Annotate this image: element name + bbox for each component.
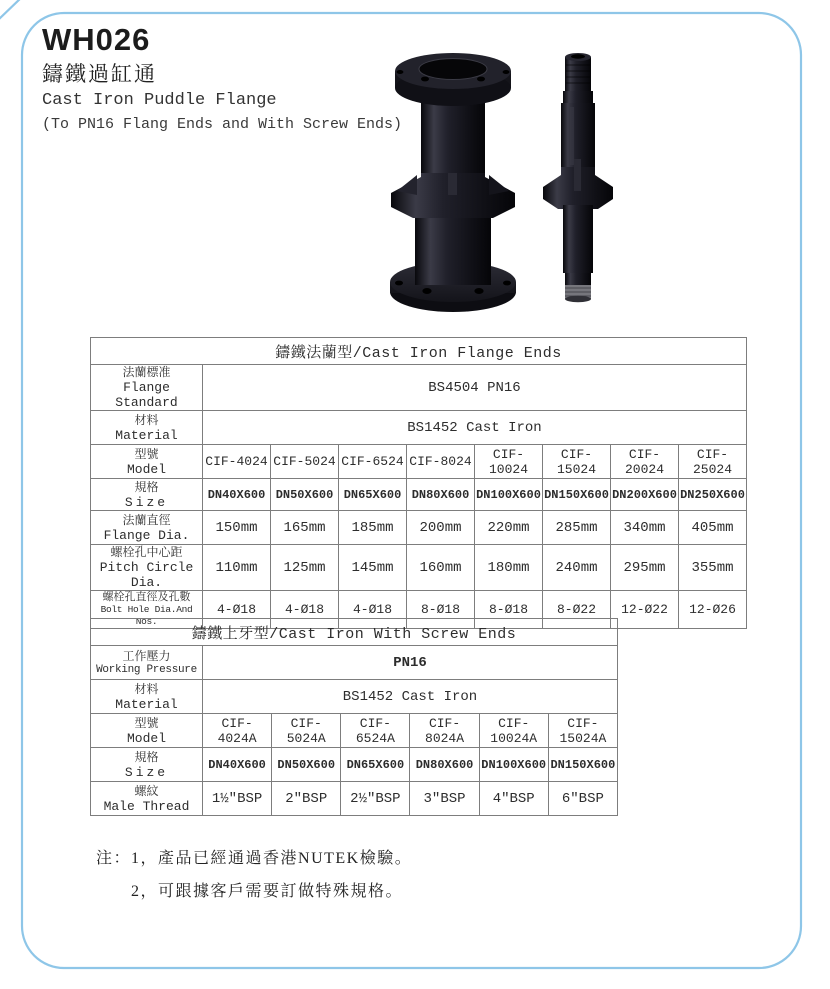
- pitch-circle-cell: 355mm: [679, 545, 747, 591]
- size-cell: DN50X600: [271, 479, 339, 511]
- size-cell: DN100X600: [475, 479, 543, 511]
- table-title: 鑄鐵法蘭型/Cast Iron Flange Ends: [91, 338, 747, 365]
- bolt-hole-cell: 12-Ø26: [679, 591, 747, 629]
- bolt-hole-cell: 4-Ø18: [339, 591, 407, 629]
- size-row: [91, 479, 747, 511]
- size-cell: DN50X600: [272, 748, 341, 782]
- row-label-material: 材料 Material: [91, 411, 203, 445]
- pitch-circle-cell: 180mm: [475, 545, 543, 591]
- pitch-circle-cell: 110mm: [203, 545, 271, 591]
- note-line-2: 2，可跟據客戶需要訂做特殊規格。: [131, 883, 404, 900]
- flange-dia-cell: 200mm: [407, 511, 475, 545]
- pitch-circle-row: [91, 545, 747, 591]
- bolt-hole-cell: 12-Ø22: [611, 591, 679, 629]
- product-photos: [383, 45, 633, 315]
- flange-dia-cell: 185mm: [339, 511, 407, 545]
- size-cell: DN200X600: [611, 479, 679, 511]
- pitch-circle-cell: 125mm: [271, 545, 339, 591]
- row-label-flange-dia: 法蘭直徑 Flange Dia.: [91, 511, 203, 545]
- male-thread-cell: 1½″BSP: [203, 782, 272, 816]
- model-cell: CIF-15024: [543, 445, 611, 479]
- male-thread-cell: 3″BSP: [410, 782, 479, 816]
- product-subtitle: (To PN16 Flang Ends and With Screw Ends): [42, 116, 403, 133]
- row-label-model: 型號 Model: [91, 714, 203, 748]
- size-cell: DN65X600: [339, 479, 407, 511]
- flange-ends-table-wrap: [90, 337, 747, 629]
- bolt-hole-cell: 8-Ø22: [543, 591, 611, 629]
- model-cell: CIF-15024A: [548, 714, 617, 748]
- flange-dia-cell: 165mm: [271, 511, 339, 545]
- size-cell: DN100X600: [479, 748, 548, 782]
- model-cell: CIF-25024: [679, 445, 747, 479]
- row-label-material: 材料 Material: [91, 680, 203, 714]
- model-cell: CIF-8024: [407, 445, 475, 479]
- row-label-size: 規格 Size: [91, 748, 203, 782]
- row-label-flange-standard: 法蘭標准 Flange Standard: [91, 365, 203, 411]
- flange-dia-row: [91, 511, 747, 545]
- bolt-hole-cell: 4-Ø18: [271, 591, 339, 629]
- flange-dia-cell: 405mm: [679, 511, 747, 545]
- row-label-pitch-circle: 螺栓孔中心距 Pitch Circle Dia.: [91, 545, 203, 591]
- product-code: WH026: [42, 22, 151, 57]
- corner-slash-decoration: [0, 0, 23, 22]
- model-cell: CIF-10024A: [479, 714, 548, 748]
- size-cell: DN40X600: [203, 748, 272, 782]
- screw-ends-table: [90, 618, 618, 816]
- pitch-circle-cell: 295mm: [611, 545, 679, 591]
- model-cell: CIF-20024: [611, 445, 679, 479]
- photo-screw-ends: [543, 53, 613, 302]
- model-cell: CIF-4024A: [203, 714, 272, 748]
- male-thread-cell: 2½″BSP: [341, 782, 410, 816]
- bolt-hole-cell: 4-Ø18: [203, 591, 271, 629]
- note-line-1: 注：1，產品已經通過香港NUTEK檢驗。: [96, 850, 413, 867]
- size-cell: DN65X600: [341, 748, 410, 782]
- flange-dia-cell: 150mm: [203, 511, 271, 545]
- male-thread-cell: 2″BSP: [272, 782, 341, 816]
- size-cell: DN80X600: [407, 479, 475, 511]
- model-cell: CIF-8024A: [410, 714, 479, 748]
- model-cell: CIF-6524A: [341, 714, 410, 748]
- row-label-male-thread: 螺紋 Male Thread: [91, 782, 203, 816]
- row-label-model: 型號 Model: [91, 445, 203, 479]
- bolt-hole-cell: 8-Ø18: [407, 591, 475, 629]
- size-row: [91, 748, 618, 782]
- model-row: [91, 445, 747, 479]
- flange-dia-cell: 220mm: [475, 511, 543, 545]
- product-title-zh: 鑄鐵過缸通: [42, 62, 157, 86]
- model-cell: CIF-5024: [271, 445, 339, 479]
- male-thread-row: [91, 782, 618, 816]
- size-cell: DN150X600: [543, 479, 611, 511]
- model-cell: CIF-10024: [475, 445, 543, 479]
- size-cell: DN150X600: [548, 748, 617, 782]
- material-value: BS1452 Cast Iron: [203, 411, 747, 445]
- row-label-size: 規格 Size: [91, 479, 203, 511]
- size-cell: DN250X600: [679, 479, 747, 511]
- flange-dia-cell: 340mm: [611, 511, 679, 545]
- male-thread-cell: 6″BSP: [548, 782, 617, 816]
- screw-ends-table-wrap: [90, 618, 618, 816]
- pitch-circle-cell: 160mm: [407, 545, 475, 591]
- male-thread-cell: 4″BSP: [479, 782, 548, 816]
- model-cell: CIF-5024A: [272, 714, 341, 748]
- size-cell: DN40X600: [203, 479, 271, 511]
- pitch-circle-cell: 145mm: [339, 545, 407, 591]
- material-value: BS1452 Cast Iron: [203, 680, 618, 714]
- product-title-en: Cast Iron Puddle Flange: [42, 91, 277, 110]
- model-row: [91, 714, 618, 748]
- working-pressure-value: PN16: [203, 646, 618, 680]
- header: [42, 22, 402, 136]
- model-cell: CIF-4024: [203, 445, 271, 479]
- flange-dia-cell: 285mm: [543, 511, 611, 545]
- flange-standard-value: BS4504 PN16: [203, 365, 747, 411]
- row-label-working-pressure: 工作壓力 Working Pressure: [91, 646, 203, 680]
- note-prefix: 注：: [96, 850, 132, 867]
- bolt-hole-cell: 8-Ø18: [475, 591, 543, 629]
- table-title: 鑄鐵上牙型/Cast Iron With Screw Ends: [91, 619, 618, 646]
- size-cell: DN80X600: [410, 748, 479, 782]
- model-cell: CIF-6524: [339, 445, 407, 479]
- flange-ends-table: [90, 337, 747, 629]
- notes: [96, 842, 412, 908]
- pitch-circle-cell: 240mm: [543, 545, 611, 591]
- photo-flange-ends: [390, 53, 516, 312]
- row-label-bolt-hole: 螺栓孔直徑及孔數 Bolt Hole Dia.And Nos.: [91, 591, 203, 629]
